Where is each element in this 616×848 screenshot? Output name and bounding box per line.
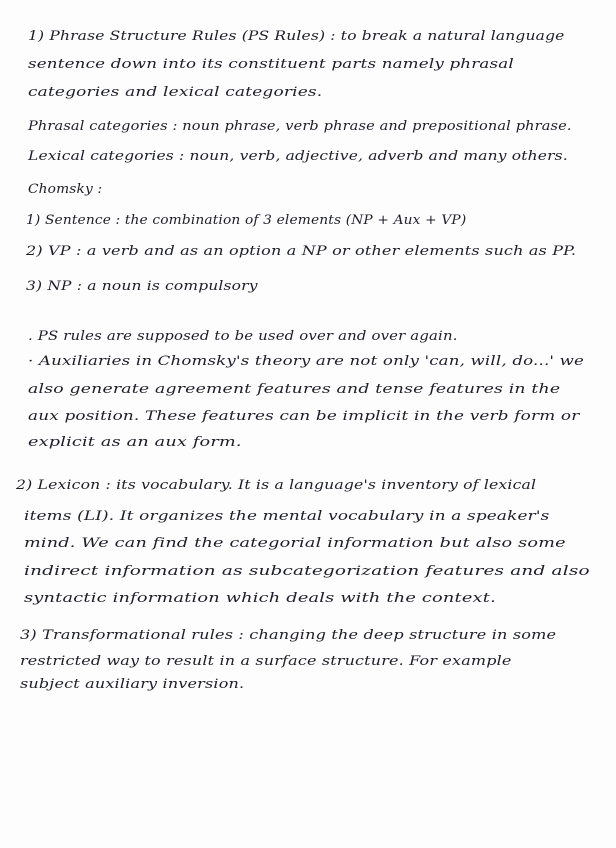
note-line: 2) VP : a verb and as an option a NP or other elements such as PP.	[26, 244, 577, 259]
note-line: Phrasal categories : noun phrase, verb phrase and prepositional phrase.	[28, 119, 572, 134]
note-line: 3) Transformational rules : changing the deep structure in some	[20, 628, 557, 643]
note-line: categories and lexical categories.	[28, 85, 323, 100]
note-line: subject auxiliary inversion.	[20, 677, 245, 692]
note-line: items (LI). It organizes the mental vocabulary in a speaker's	[24, 509, 550, 524]
note-line: sentence down into its constituent parts namely phrasal	[28, 57, 514, 72]
note-line: · Auxiliaries in Chomsky's theory are not only 'can, will, do...' we	[28, 354, 584, 369]
note-line: also generate agreement features and tense features in the	[28, 382, 561, 397]
note-line: aux position. These features can be implicit in the verb form or	[28, 409, 580, 424]
note-line: 3) NP : a noun is compulsory	[26, 279, 258, 294]
note-line: 2) Lexicon : its vocabulary. It is a language's inventory of lexical	[16, 478, 537, 493]
note-line: 1) Phrase Structure Rules (PS Rules) : to break a natural language	[28, 29, 565, 44]
note-line: restricted way to result in a surface structure. For example	[20, 654, 512, 669]
note-line: indirect information as subcategorization features and also	[24, 564, 590, 579]
note-line: Lexical categories : noun, verb, adjective, adverb and many others.	[28, 149, 568, 164]
note-line: syntactic information which deals with the context.	[24, 591, 496, 606]
note-line: . PS rules are supposed to be used over and over again.	[28, 329, 458, 344]
note-line: explicit as an aux form.	[28, 435, 242, 450]
note-line: Chomsky :	[28, 182, 103, 197]
note-line: 1) Sentence : the combination of 3 elements (NP + Aux + VP)	[26, 213, 467, 228]
note-line: mind. We can find the categorial information but also some	[24, 536, 566, 551]
